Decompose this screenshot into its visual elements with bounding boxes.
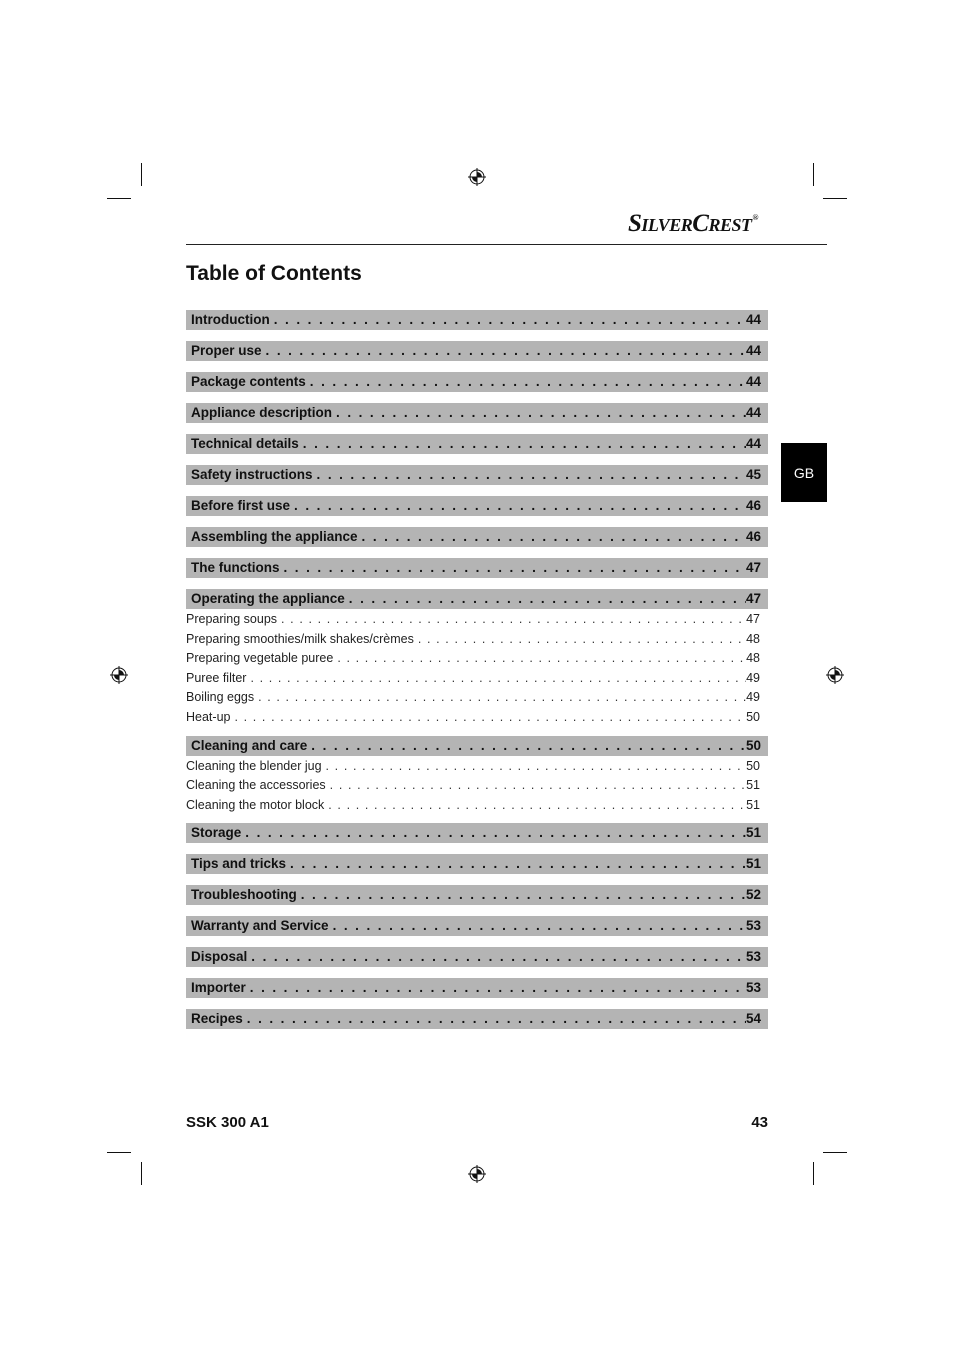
toc-entry-title: Proper use: [191, 343, 262, 358]
toc-section-row: [186, 736, 768, 756]
toc-entry-page: 45: [745, 467, 761, 482]
toc-entry-page: 49: [746, 670, 760, 685]
toc-entry-page: 44: [745, 405, 761, 420]
dot-leader: [326, 776, 746, 796]
crop-mark-bottom-left-h: [107, 1152, 131, 1153]
dot-leader: [246, 669, 746, 689]
toc-subsection-row: [186, 630, 768, 650]
toc-entry-title: Cleaning and care: [191, 737, 308, 753]
registration-mark-icon: [468, 1165, 486, 1183]
silvercrest-logo: SILVERCREST®: [628, 210, 758, 237]
toc-entry-title: Safety instructions: [191, 467, 313, 482]
toc-entry-title: Preparing smoothies/milk shakes/crèmes: [186, 631, 414, 646]
dot-leader: [230, 708, 746, 728]
toc-section-row: [186, 465, 768, 485]
toc-entry-title: The functions: [191, 560, 280, 575]
toc-entry-page: 48: [746, 651, 760, 666]
dot-leader: [243, 1009, 746, 1029]
dot-leader: [246, 978, 746, 998]
dot-leader: [322, 757, 747, 777]
model-number: SSK 300 A1: [186, 1114, 269, 1131]
toc-entry-title: Warranty and Service: [191, 918, 329, 934]
toc-entry-page: 47: [745, 560, 761, 575]
toc-entry-title: Recipes: [191, 1011, 243, 1027]
toc-entry-page: 50: [746, 758, 760, 773]
dot-leader: [313, 465, 746, 485]
toc-entry-page: 53: [745, 949, 761, 965]
toc-entry-title: Operating the appliance: [191, 591, 345, 606]
toc-entry-page: 53: [745, 980, 761, 996]
toc-entry-title: Puree filter: [186, 670, 247, 685]
toc-section-row: [186, 310, 768, 330]
toc-entry-title: Cleaning the accessories: [186, 778, 326, 793]
toc-entry-title: Preparing vegetable puree: [186, 651, 334, 666]
toc-subsection-row: [186, 688, 768, 708]
crop-mark-top-right-h: [823, 198, 847, 199]
page-title: Table of Contents: [186, 262, 362, 285]
dot-leader: [299, 434, 746, 454]
toc-entry-page: 51: [746, 778, 760, 793]
dot-leader: [262, 341, 746, 361]
toc-entry-title: Before first use: [191, 498, 291, 513]
dot-leader: [290, 496, 746, 516]
toc-section-row: [186, 885, 768, 905]
toc-entry-page: 51: [745, 825, 761, 841]
language-tab: [781, 443, 827, 502]
dot-leader: [324, 796, 746, 816]
dot-leader: [345, 589, 746, 609]
dot-leader: [358, 527, 746, 547]
toc-section-row: [186, 947, 768, 967]
toc-entry-title: Boiling eggs: [186, 690, 255, 705]
toc-entry-page: 47: [746, 612, 760, 626]
toc-entry-title: Technical details: [191, 436, 299, 451]
registration-mark-icon: [826, 666, 844, 684]
toc-entry-title: Preparing soups: [186, 612, 278, 626]
toc-subsection-row: [186, 669, 768, 689]
toc-entry-title: Appliance description: [191, 405, 333, 420]
toc-entry-page: 46: [745, 498, 761, 513]
dot-leader: [307, 736, 746, 756]
toc-section-row: [186, 527, 768, 547]
toc-entry-page: 49: [746, 690, 760, 705]
toc-entry-page: 50: [745, 737, 761, 753]
toc-entry-page: 50: [746, 709, 760, 724]
toc-entry-title: Cleaning the motor block: [186, 797, 325, 812]
toc-entry-page: 46: [745, 529, 761, 544]
dot-leader: [241, 823, 746, 843]
toc-subsection-row: [186, 708, 768, 728]
toc-subsection-row: [186, 649, 768, 669]
registration-mark-icon: [468, 168, 486, 186]
toc-entry-title: Importer: [191, 980, 246, 996]
toc-section-row: [186, 434, 768, 454]
toc-entry-page: 51: [746, 797, 760, 812]
toc-entry-page: 44: [745, 312, 761, 327]
toc-section-row: [186, 854, 768, 874]
dot-leader: [247, 947, 746, 967]
language-tab-label: GB: [793, 464, 815, 481]
header-rule: [186, 244, 827, 245]
toc-entry-title: Package contents: [191, 374, 306, 389]
toc-entry-page: 47: [745, 591, 761, 606]
toc-section-row: [186, 496, 768, 516]
toc-section-row: [186, 978, 768, 998]
dot-leader: [280, 558, 746, 578]
crop-mark-bottom-left-v: [141, 1162, 142, 1185]
dot-leader: [254, 688, 746, 708]
dot-leader: [414, 630, 746, 650]
toc-subsection-row: [186, 757, 768, 777]
toc-section-row: [186, 341, 768, 361]
dot-leader: [329, 916, 746, 936]
crop-mark-top-right-v: [813, 163, 814, 186]
toc-entry-title: Heat-up: [186, 709, 231, 724]
toc-entry-title: Disposal: [191, 949, 248, 965]
toc-section-row: [186, 823, 768, 843]
toc-section-row: [186, 589, 768, 609]
toc-entry-title: Assembling the appliance: [191, 529, 358, 544]
toc-subsection-row: [186, 796, 768, 816]
toc-section-row: [186, 403, 768, 423]
toc-entry-title: Tips and tricks: [191, 856, 287, 872]
dot-leader: [277, 610, 746, 630]
toc-entry-page: 44: [745, 343, 761, 358]
crop-mark-bottom-right-v: [813, 1162, 814, 1185]
toc-entry-page: 53: [745, 918, 761, 934]
crop-mark-top-left-v: [141, 163, 142, 186]
toc-entry-page: 44: [745, 436, 761, 451]
toc-entry-page: 48: [746, 631, 760, 646]
crop-mark-bottom-right-h: [823, 1152, 847, 1153]
dot-leader: [270, 310, 746, 330]
toc-entry-page: 54: [745, 1011, 761, 1027]
toc-subsection-row: [186, 776, 768, 796]
dot-leader: [297, 885, 746, 905]
toc-entry-title: Troubleshooting: [191, 887, 297, 903]
table-of-contents: [186, 310, 768, 1040]
toc-entry-page: 44: [745, 374, 761, 389]
toc-entry-title: Cleaning the blender jug: [186, 758, 322, 773]
toc-section-row: [186, 916, 768, 936]
toc-section-row: [186, 372, 768, 392]
page-number: 43: [751, 1114, 768, 1131]
dot-leader: [332, 403, 746, 423]
registration-mark-icon: [110, 666, 128, 684]
dot-leader: [333, 649, 746, 669]
toc-section-row: [186, 558, 768, 578]
toc-entry-title: Introduction: [191, 312, 270, 327]
toc-subsection-row: [186, 610, 768, 630]
toc-section-row: [186, 1009, 768, 1029]
toc-entry-page: 52: [745, 887, 761, 903]
toc-entry-page: 51: [745, 856, 761, 872]
crop-mark-top-left-h: [107, 198, 131, 199]
dot-leader: [306, 372, 746, 392]
dot-leader: [286, 854, 746, 874]
toc-entry-title: Storage: [191, 825, 242, 841]
